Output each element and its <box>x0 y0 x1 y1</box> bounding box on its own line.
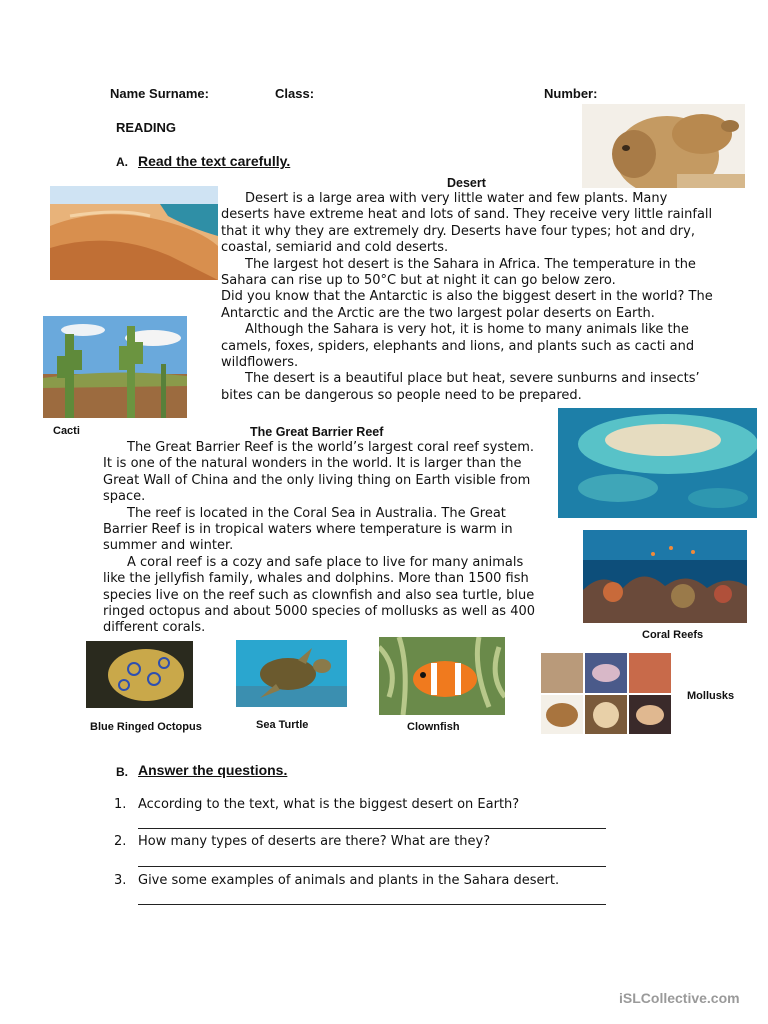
clownfish-image <box>379 637 505 715</box>
watermark: iSLCollective.com <box>619 990 740 1006</box>
coral-reefs-caption: Coral Reefs <box>642 629 704 641</box>
reef-aerial-image <box>558 408 757 518</box>
question-2-answer-line[interactable] <box>138 866 606 867</box>
name-surname-label: Name Surname: <box>110 86 209 101</box>
camel-image <box>582 104 745 188</box>
desert-dunes-image <box>50 186 218 280</box>
desert-paragraph-1: Desert is a large area with very little water and few plants. Many deserts have extreme heat and lots of sand. They receive very little rainfall that it why they are extremely dry. Deserts have four types; hot and dry, coastal, semiarid and cold deserts. <box>221 191 713 256</box>
cacti-caption: Cacti <box>53 425 80 437</box>
reef-paragraph-1: The Great Barrier Reef is the world’s largest coral reef system. It is one of the natural wonders in the world. It is larger than the Great Wall of China and the only living thing on Earth visible from space. <box>103 440 535 505</box>
cacti-image <box>43 316 187 418</box>
desert-text <box>221 191 716 404</box>
reef-paragraph-2: The reef is located in the Coral Sea in Australia. The Great Barrier Reef is in tropical waters where temperature is warm in summer and winter. <box>103 505 513 554</box>
reading-heading: READING <box>116 120 176 135</box>
question-1-text: According to the text, what is the biggest desert on Earth? <box>138 797 520 812</box>
desert-paragraph-4: Although the Sahara is very hot, it is home to many animals like the camels, foxes, spiders, elephants and lions, and plants such as cacti and wildflowers. <box>221 322 695 371</box>
desert-paragraph-5: The desert is a beautiful place but heat, severe sunburns and insects’ bites can be dangerous so people need to be prepared. <box>221 371 700 403</box>
question-3-number: 3. <box>114 873 127 888</box>
mollusks-caption: Mollusks <box>687 690 735 702</box>
question-2-text: How many types of deserts are there? What are they? <box>138 834 491 849</box>
question-1-answer-line[interactable] <box>138 828 606 829</box>
question-3-answer-line[interactable] <box>138 904 606 905</box>
sea-turtle-image <box>236 640 347 707</box>
desert-paragraph-2: The largest hot desert is the Sahara in Africa. The temperature in the Sahara can rise up to 50°C but at night it can go below zero. <box>221 256 696 289</box>
number-label: Number: <box>544 86 598 101</box>
reef-text <box>103 440 546 637</box>
section-b-letter: B. <box>116 765 128 779</box>
reef-paragraph-3: A coral reef is a cozy and safe place to live for many animals like the jellyfish family, whales and dolphins. More than 1500 fish species live on the reef such as clownfish and also sea turtle, blue ringed octopus and about 5000 species of mollusks as well as 400 different corals. <box>103 554 536 636</box>
question-2-number: 2. <box>114 834 127 849</box>
question-1-number: 1. <box>114 797 127 812</box>
section-b-title: Answer the questions. <box>138 762 288 778</box>
coral-reefs-image <box>583 530 747 623</box>
desert-title: Desert <box>447 176 486 190</box>
clownfish-caption: Clownfish <box>407 721 460 733</box>
section-a-letter: A. <box>116 155 128 169</box>
mollusks-image <box>541 653 671 734</box>
octopus-image <box>86 641 193 708</box>
section-a-title: Read the text carefully. <box>138 153 291 169</box>
octopus-caption: Blue Ringed Octopus <box>90 721 202 733</box>
class-label: Class: <box>275 86 315 101</box>
reef-title: The Great Barrier Reef <box>250 425 384 439</box>
desert-paragraph-3: Did you know that the Antarctic is also the biggest desert in the world? The Antarctic and the Arctic are the two largest polar deserts on Earth. <box>221 289 713 321</box>
question-3-text: Give some examples of animals and plants in the Sahara desert. <box>138 873 560 888</box>
sea-turtle-caption: Sea Turtle <box>256 719 309 731</box>
